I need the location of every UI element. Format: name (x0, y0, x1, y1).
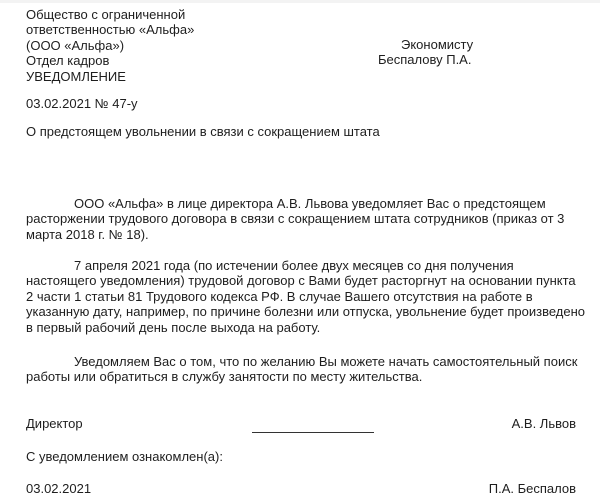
signature-line (252, 432, 374, 433)
director-label: Директор (26, 416, 83, 431)
date-number: 03.02.2021 № 47-у (26, 96, 138, 111)
body-paragraph-1 (26, 196, 586, 242)
subject-line: О предстоящем увольнении в связи с сокращением штата (26, 124, 380, 139)
org-name-line-1: Общество с ограниченной (26, 7, 186, 22)
acknowledged-label: С уведомлением ознакомлен(а): (26, 449, 223, 464)
recipient-block (378, 37, 473, 67)
org-name-line-2: ответственностью «Альфа» (26, 22, 195, 38)
body-paragraph-2 (26, 258, 586, 335)
paragraph-text: 7 апреля 2021 года (по истечении более двух месяцев со дня получения настоящего уведомления) трудовой договор с Вами будет расторгнут на основании пункта 2 части 1 статьи 81 Трудового кодекса РФ. В случае Вашего отсутствия на работе в указанную дату, например, по причине болезни или отпуска, увольнение будет произведено в первый рабочий день после выхода на работу. (26, 258, 586, 335)
recipient-name: Беспалову П.А. (378, 52, 472, 67)
acknowledgement-date: 03.02.2021 (26, 481, 92, 496)
department: Отдел кадров (26, 53, 110, 69)
top-border (0, 0, 600, 3)
paragraph-text: ООО «Альфа» в лице директора А.В. Львова уведомляет Вас о предстоящем расторжении трудового договора в связи с сокращением штата сотрудников (приказ от 3 марта 2018 г. № 18). (26, 196, 565, 242)
organization-block (26, 7, 194, 84)
paragraph-text: Уведомляем Вас о том, что по желанию Вы можете начать самостоятельный поиск работы или обратиться в службу занятости по месту жительства. (26, 354, 578, 385)
recipient-position: Экономисту (401, 37, 474, 52)
director-name: А.В. Львов (511, 416, 576, 431)
org-short-name: (ООО «Альфа») (26, 37, 125, 53)
body-paragraph-3 (26, 354, 586, 385)
employee-name: П.А. Беспалов (488, 481, 576, 496)
document-title: УВЕДОМЛЕНИЕ (26, 68, 126, 84)
